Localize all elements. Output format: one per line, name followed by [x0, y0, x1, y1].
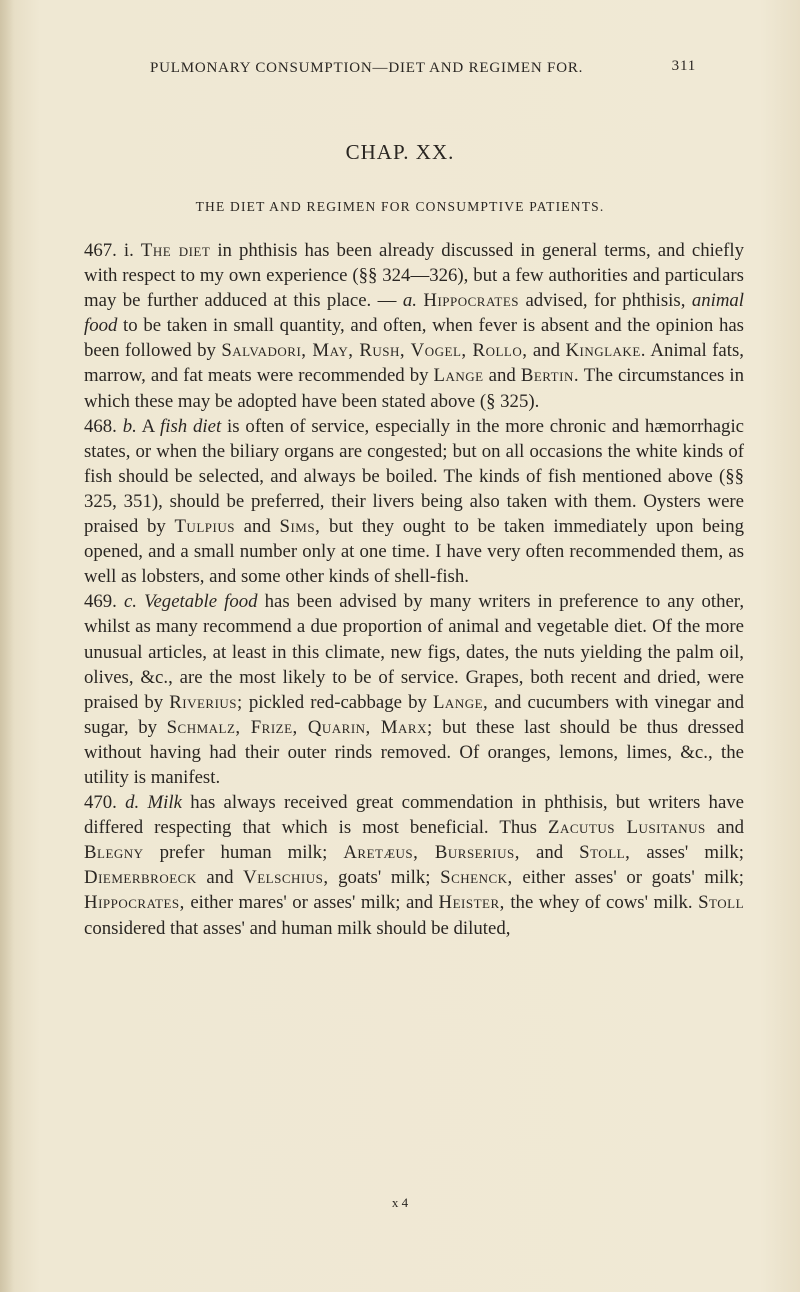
chapter-title: CHAP. XX. — [345, 140, 455, 164]
running-title: PULMONARY CONSUMPTION—DIET AND REGIMEN FOR. — [150, 60, 584, 76]
chapter-subtitle: THE DIET AND REGIMEN FOR CONSUMPTIVE PATIENTS. — [195, 199, 605, 214]
signature-mark: x 4 — [391, 1195, 409, 1210]
paragraph-470: 470. d. Milk has always received great commendation in phthisis, but writers have differed respecting that which is most beneficial. Thus Zacutus Lusitanus and Blegny prefer human milk; Aretæus, Burserius, and Stoll, asses' milk; Diemerbroeck and Velschius, goats' milk; Schenck, either asses' or goats' milk; Hippocrates, either mares' or asses' milk; and Heister, the whey of cows' milk. Stoll considered that asses' and human milk should be diluted, — [84, 792, 745, 939]
paragraph-467: 467. i. The diet in phthisis has been already discussed in general terms, and chiefly with respect to my own experience (§§ 324—326), but a few authorities and particulars may be further adduced at this place. — a. Hippocrates advised, for phthisis, animal food to be taken in small quantity, and often, when fever is absent and the opinion has been followed by Salvadori, May, Rush, Vogel, Rollo, and Kinglake. Animal fats, marrow, and fat meats were recommended by Lange and Bertin. The circumstances in which these may be adopted have been stated above (§ 325). — [84, 240, 744, 412]
page-gutter-shadow — [0, 0, 14, 1292]
paragraph-468: 468. b. A fish diet is often of service, especially in the more chronic and hæmorrhagic states, or when the biliary organs are congested; but on all occasions the white kinds of fish should be selected, and always be boiled. The kinds of fish mentioned above (§§ 325, 351), should be preferred, their livers being also taken with them. Oysters were praised by Tulpius and Sims, but they ought to be taken immediately upon being opened, and a small number only at one time. I have very often recommended them, as well as lobsters, and some other kinds of shell-fish. — [84, 415, 744, 588]
body-text — [84, 238, 744, 941]
running-head — [150, 58, 696, 77]
paragraph-469: 469. c. Vegetable food has been advised by many writers in preference to any other, whilst as many recommend a due proportion of animal and vegetable diet. Of the more unusual articles, at least in this climate, new figs, dates, the nuts yielding the palm oil, olives, &c., are the most likely to be of service. Grapes, both recent and dried, were praised by Riverius; pickled red-cabbage by Lange, and cucumbers with vinegar and sugar, by Schmalz, Frize, Quarin, Marx; but these last should be thus dressed without having had their outer rinds removed. Of oranges, lemons, limes, &c., the utility is manifest. — [84, 591, 745, 788]
page-number: 311 — [671, 58, 696, 74]
